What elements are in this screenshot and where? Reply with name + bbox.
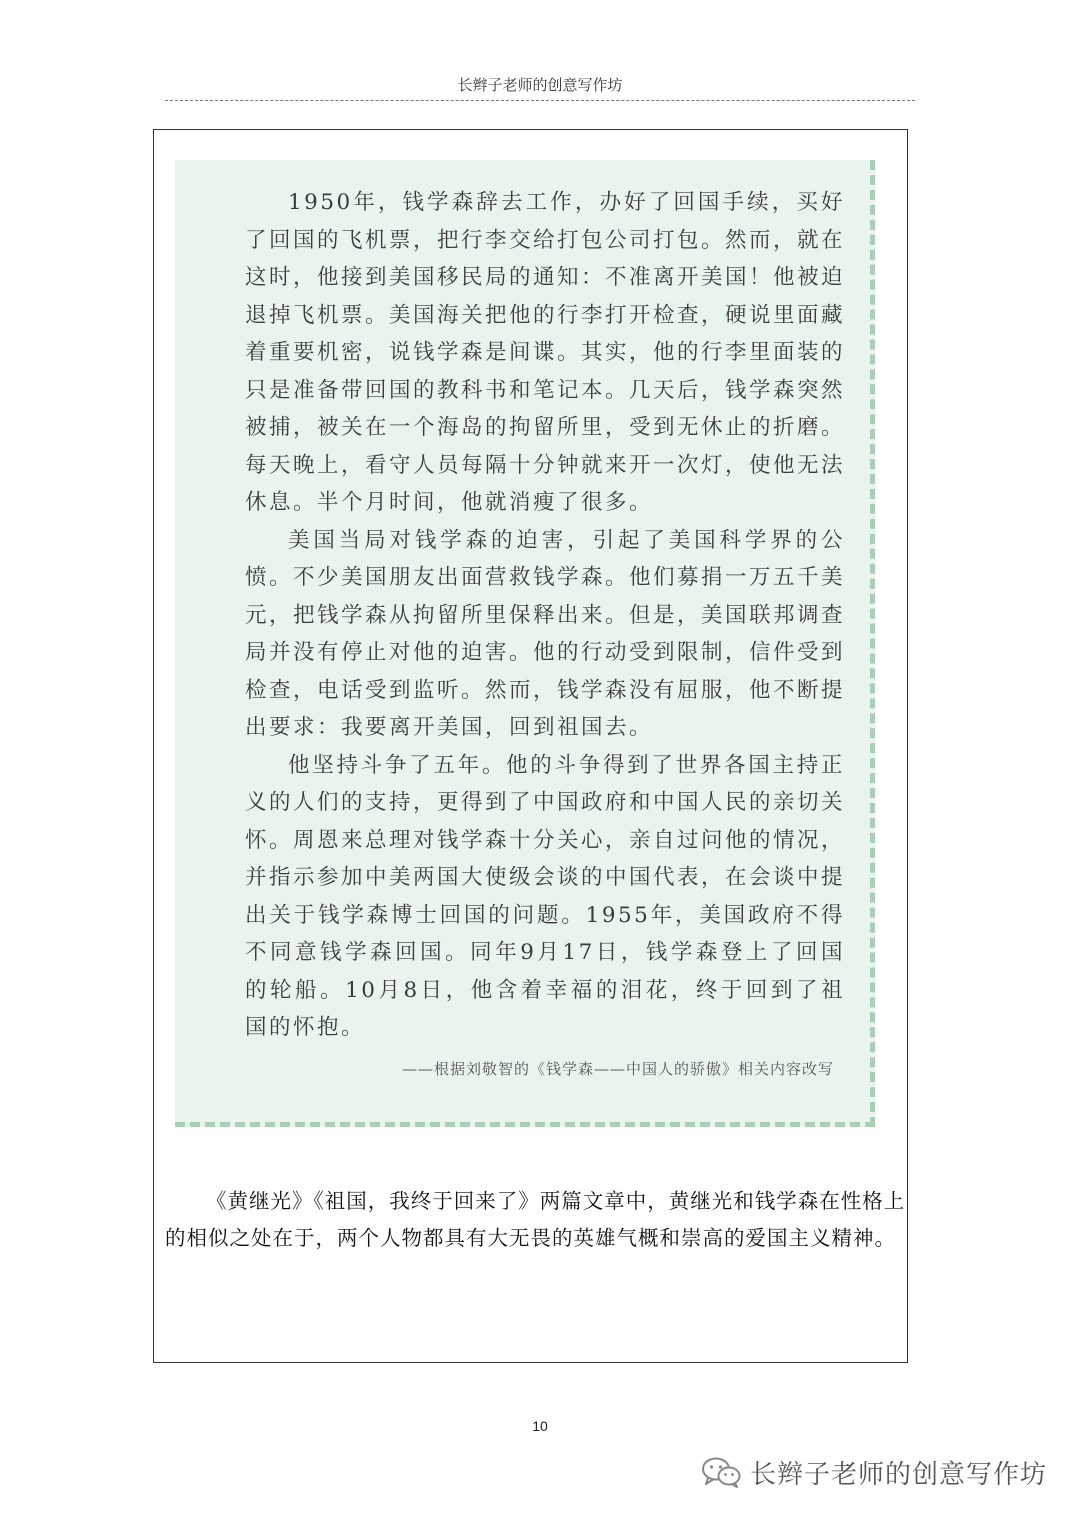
commentary-paragraph: 《黄继光》《祖国，我终于回来了》两篇文章中，黄继光和钱学森在性格上的相似之处在于，两个人物都具有大无畏的英雄气概和崇高的爱国主义精神。 [165,1189,906,1250]
page-number: 10 [532,1418,548,1434]
excerpt-text [245,184,845,1047]
excerpt-paragraph-3: 他坚持斗争了五年。他的斗争得到了世界各国主持正义的人们的支持，更得到了中国政府和中国人民的亲切关怀。周恩来总理对钱学森十分关心，亲自过问他的情况，并指示参加中美两国大使级会谈的中国代表，在会谈中提出关于钱学森博士回国的问题。1955年，美国政府不得不同意钱学森回国。同年9月17日，钱学森登上了回国的轮船。10月8日，他含着幸福的泪花，终于回到了祖国的怀抱。 [245,752,846,1040]
commentary-text [165,1183,915,1257]
excerpt-paragraph-2: 美国当局对钱学森的迫害，引起了美国科学界的公愤。不少美国朋友出面营救钱学森。他们募捐一万五千美元，把钱学森从拘留所里保释出来。但是，美国联邦调查局并没有停止对他的迫害。他的行动受到限制，信件受到检查，电话受到监听。然而，钱学森没有屈服，他不断提出要求：我要离开美国，回到祖国去。 [245,527,846,740]
page-header-title: 长辫子老师的创意写作坊 [457,76,623,94]
excerpt-attribution: ——根据刘敬智的《钱学森——中国人的骄傲》相关内容改写 [401,1060,834,1078]
header-divider [165,100,915,101]
wechat-icon [700,1455,742,1489]
wechat-watermark [700,1452,1047,1492]
account-name: 长辫子老师的创意写作坊 [750,1459,1048,1490]
excerpt-paragraph-1: 1950年，钱学森辞去工作，办好了回国手续，买好了回国的飞机票，把行李交给打包公司打包。然而，就在这时，他接到美国移民局的通知：不准离开美国！他被迫退掉飞机票。美国海关把他的行李打开检查，硬说里面藏着重要机密，说钱学森是间谍。其实，他的行李里面装的只是准备带回国的教科书和笔记本。几天后，钱学森突然被捕，被关在一个海岛的拘留所里，受到无休止的折磨。每天晚上，看守人员每隔十分钟就来开一次灯，使他无法休息。半个月时间，他就消瘦了很多。 [245,190,846,515]
scanned-textbook-excerpt [175,160,875,1127]
